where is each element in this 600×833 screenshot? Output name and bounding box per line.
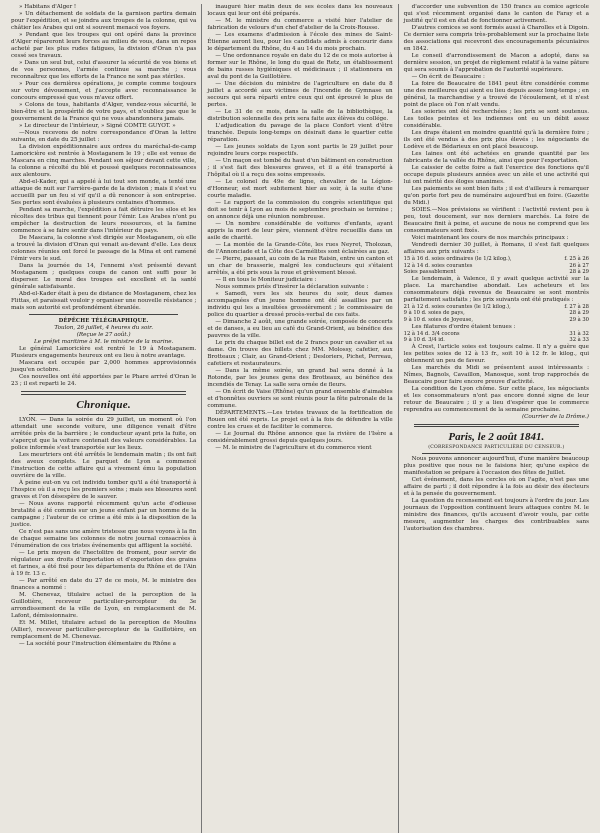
- proclamation-paragraph: » Le directeur de l'intérieur, » Signé COMTE GUYOT. »: [19, 123, 176, 129]
- price-row: [404, 317, 589, 324]
- telegraph-dateline: Toulon, 26 juillet, 4 heures du soir.: [54, 325, 153, 331]
- proclamation-paragraph: » Colons de tous, habitants d'Alger, vendez-vous sécurité, le bien-être et la prospérité de votre pays, et n'oubliez pas que le gouvernement de la France qui ne vous abandonnera jamais.: [11, 102, 197, 122]
- dispatch-paragraph: La division expéditionnaire aux ordres du maréchal-de-camp Lamoricière est rentrée à Mostaganem le 19 ; elle est venue de Mascara en cinq marches. Pendant son séjour devant cette ville, la colonne a récolté du blé et poussé quelques reconnaissances aux alentours.: [11, 144, 197, 178]
- article-paragraph: L'adjudication du pavage de la place Confort vient d'être tranchée. Depuis long-temps on désirait dans le quartier cette réparation.: [207, 123, 393, 143]
- article-paragraph: D'autres comices se sont formés aussi à Charolles et à Digoin. Ce dernier sera compris très-probablement sur la prochaine liste des associations qui recevront des encouragements pécuniaires en 1842.: [403, 25, 589, 52]
- price-value: 31 à 32: [569, 330, 589, 337]
- paris-dateline: Paris, le 2 août 1841.: [448, 431, 545, 444]
- article-paragraph: Vendredi dernier 30 juillet, à Romans, il s'est fait quelques affaires aux prix suivants :: [403, 242, 589, 255]
- price-label: Soies passablement: [403, 269, 456, 276]
- proclamation-paragraph: » Un détachement de soldats de la garnison partira demain pour l'expédition, et se joindra aux troupes de la colonne, qui va châtier les Arabes qui ont si souvent menacé vos foyers.: [11, 11, 197, 31]
- price-value: 28 à 29: [569, 310, 589, 317]
- column-right: [398, 4, 594, 833]
- price-value: 28 à 29: [569, 269, 589, 276]
- oran-dispatch: [11, 144, 196, 312]
- dispatch-paragraph: De Mascara, la colonne s'est dirigée sur Mostaganem, où elle a trouvé la division d'Oran qui venait au-devant d'elle. Les deux colonnes réunies ont forcé le passage de la Mina et ont ramené l'émir vers le sud.: [11, 235, 197, 262]
- article-paragraph: — Un maçon est tombé du haut d'un bâtiment en construction ; il s'est fait des blessures graves, et il a été transporté à l'hôpital où il a reçu des soins empressés.: [207, 158, 393, 178]
- price-label: 12 à 14 d. 3/4 cocons: [403, 330, 460, 337]
- proclamation-paragraph: » Habitans d'Alger !: [19, 4, 77, 10]
- price-label: 15 à 16 d. soies ordinaires (le 1/2 kilog.),: [403, 256, 512, 262]
- article-paragraph: Voici maintenant les cours de nos marchés principaux :: [411, 235, 569, 241]
- column-left: [6, 4, 201, 833]
- chronique-paragraph: Les meurtriers ont été arrêtés le lendemain matin ; ils ont fait des aveux complets. Le parquet de Lyon a commencé l'instruction de cette affaire qui a vivement ému la population ouvrière de la ville.: [11, 451, 197, 479]
- paris-subtitle: (CORRESPONDANCE PARTICULIÈRE DU CENSEUR.): [428, 445, 565, 451]
- article-paragraph: Les paiements se sont bien faits ; il est d'ailleurs à remarquer qu'on porte fort peu de numéraire aujourd'hui en foire. (Gazette du Midi.): [403, 186, 589, 206]
- source-credit: (Courrier de la Drôme.): [521, 413, 589, 420]
- article-paragraph: Le prix du chaque billet est de 2 francs pour un cavalier et sa dame. On trouve des billets chez MM. Molossy, cafetier, aux Brotteaux ; Clair, au Grand-Orient ; Desloriers, Pichet, Perreau, cafetiers et restaurateurs.: [207, 340, 393, 367]
- article-paragraph: La foire de Beaucaire de 1841 peut être considérée comme une des meilleures qui aient eu lieu depuis assez long-temps ; en général, la marchandise y a trouvé de l'écoulement, et il n'est point de place où l'on n'ait vendu.: [403, 81, 589, 108]
- price-row: [404, 263, 589, 270]
- section-divider: [21, 391, 186, 395]
- telegraph-paragraph: Mascara est occupée par 2,000 hommes approvisionnés jusqu'en octobre.: [11, 360, 197, 373]
- price-row: [404, 337, 589, 344]
- proclamation-paragraph: » Pendant que les troupes qui ont opéré dans la province d'Alger répareront leurs forces au milieu de vous, dans un repos acheté par les plus rudes fatigues, la division d'Oran n'a pas cessé ses travaux.: [11, 32, 197, 59]
- chronique-paragraph: — Le prix moyen de l'hectolitre de froment, pour servir de régulateur aux droits d'importation et d'exportation des grains et farines, a été fixé pour les départements du Rhône et de l'Ain à 19 fr. 13 c.: [11, 549, 197, 577]
- article-paragraph: Les laines ont été achetées en grande quantité par les fabricants de la vallée du Rhône, ainsi que pour l'exportation.: [403, 151, 589, 164]
- chronique-paragraph: LYON. — Dans la soirée du 29 juillet, un moment où l'on attendait une seconde voiture, une diligence venait d'être arrêtée près de la barrière ; le conducteur ayant pris la fuite, on s'aperçut que la voiture contenait des valeurs considérables. La police informée s'est transportée sur les lieux.: [11, 416, 197, 451]
- paris-paragraph: Nous pouvons annoncer aujourd'hui, d'une manière beaucoup plus positive que nous ne le faisions hier, qu'une espèce de manifestation se prépare à l'occasion des fêtes de Juillet.: [403, 456, 589, 477]
- telegraph-heading: DÉPÊCHE TÉLÉGRAPHIQUE.: [58, 318, 149, 324]
- dispatch-paragraph: Dans la journée du 14, l'ennemi s'est présenté devant Mostaganem ; quelques coups de canon ont suffi pour le disperser. Le moral des troupes est excellent et la santé générale satisfaisante.: [11, 263, 197, 290]
- article-paragraph: — M. le ministre de l'agriculture et du commerce vient: [215, 445, 372, 451]
- filatures-heading: Les filatures d'ordre étaient tenues :: [411, 323, 516, 330]
- article-paragraph: Les draps étaient en moindre quantité qu'à la dernière foire ; ils ont été vendus à des prix plus élevés ; les négociants de Lodève et de Bédarieux en ont placé beaucoup.: [403, 130, 589, 150]
- price-table-valence: [404, 304, 589, 324]
- article-paragraph: — Le Journal du Rhône annonce que la rivière de l'Isère a considérablement grossi depuis quelques jours.: [207, 431, 393, 444]
- valence-report: [404, 276, 589, 304]
- article-paragraph: La condition de Lyon chôme. Sur cette place, les négociants et les consommateurs n'ont pas encore donné signe de leur retour de Beaucaire ; il y a lieu d'espérer que le commerce reprendra au commencement de la semaine prochaine.: [403, 385, 589, 413]
- article-paragraph: Le caissier de cette foire a fait l'exercice des fonctions qu'il occupe depuis plusieurs années avec un zèle et une activité qui lui ont mérité des éloges unanimes.: [403, 165, 589, 185]
- price-value: 26 à 27: [569, 262, 589, 269]
- article-paragraph: — Il en tous le Moniteur judiciaire :: [215, 277, 317, 283]
- chronique-body: [11, 417, 196, 648]
- article-paragraph: — M. le ministre du commerce a visité hier l'atelier de fabrication de velours d'un chef d'atelier de la Croix-Rousse.: [207, 18, 393, 31]
- telegraph-received: (Reçue le 27 août.): [76, 332, 131, 338]
- section-title: Chronique.: [76, 398, 131, 411]
- price-value: 29 à 30: [569, 316, 589, 323]
- price-label: 9 à 10 d. soies de Joyeuse,: [403, 316, 474, 323]
- telegraph-paragraph: Le général Lamoricière est rentré le 19 à Mostaganem. Plusieurs engagements heureux ont eu lieu à notre avantage.: [11, 346, 197, 359]
- article-paragraph: d'accorder une subvention de 150 francs au comice agricole qui s'est récemment organisé dans le canton de Faray et a justifié qu'il est en état de fonctionner activement.: [403, 4, 589, 24]
- article-paragraph: Les soieries ont été recherchées ; les prix se sont soutenus. Les toiles peintes et les indiennes ont eu un débit assez considérable.: [403, 109, 589, 129]
- chronique-paragraph: Ce n'est pas sans une amère tristesse que nous voyons à la fin de chaque semaine les colonnes de notre journal consacrées à l'énumération de ces tristes événements qui affligent la société.: [11, 528, 197, 549]
- price-value: 32 à 33: [569, 337, 589, 344]
- proclamation-paragraph: » Dans un seul but, celui d'assurer la sécurité de vos biens et de vos personnes, l'armée continue sa marche ; vous reconnaîtrez que les efforts de la France ne sont pas stériles.: [11, 60, 197, 80]
- price-label: 12 à 14 d. soies courantes: [403, 262, 473, 269]
- article-paragraph: — La montée de la Grande-Côte, les rues Neyret, Tholozan, de l'Annonciade et la Côte des Carmélites sont éclairées au gaz.: [207, 242, 393, 255]
- dispatch-paragraph: Abd-el-Kader, qui a appelé à lui tout son monde, a tenté une attaque de nuit sur l'arrière-garde de la division ; mais il s'est vu accueilli par un feu si vif qu'il a dû renoncer à son entreprise. Ses pertes sont évaluées à plusieurs centaines d'hommes.: [11, 179, 197, 206]
- divider: [29, 414, 178, 415]
- chronique-paragraph: M. Chenevaz, titulaire actuel de la perception de la Guillotière, receveur particulier-percepteur du 3e arrondissement de la ville de Lyon, en remplacement de M. Lafont, démissionnaire.: [11, 591, 197, 619]
- paris-paragraph: Cet événement, dans les cercles où on l'agite, n'est pas une affaire de parti ; il doit répondre à la fois au désir des électeurs et à la pensée du gouvernement.: [403, 477, 589, 498]
- column-middle: [201, 4, 397, 833]
- article-paragraph: inauguré hier matin deux de ses écoles dans les nouveaux locaux qui leur ont été préparés.: [207, 4, 393, 17]
- article-paragraph: — Une ordonnance royale en date du 12 de ce mois autorise à former sur le Rhône, le long du quai de Retz, un établissement de bains russes hygiéniques et médicinaux ; il stationnera en aval du pont de la Guillotière.: [207, 53, 393, 80]
- proclamation-paragraph: » Pour ces dernières opérations, je compte comme toujours sur votre dévouement, et j'accepte avec reconnaissance le concours empressé que vous m'avez offert.: [11, 81, 197, 101]
- dispatch-paragraph: Abd-el-Kader était à peu de distance de Mostaganem, chez les Flittas, et paraissait vouloir y organiser une nouvelle résistance ; mais son autorité est profondément ébranlée.: [11, 291, 197, 311]
- price-row: [404, 310, 589, 317]
- chronique-paragraph: — Nous avons rapporté récemment qu'un acte d'odieuse brutalité a été commis sur un jeune enfant par un homme de la campagne ; l'auteur de ce crime a été mis à la disposition de la justice.: [11, 500, 197, 528]
- article-paragraph: Le conseil d'arrondissement de Macon a adopté, dans sa dernière session, un projet de règlement relatif à la vaine pâture qui sera soumis à l'approbation de l'autorité supérieure.: [403, 53, 589, 73]
- paris-paragraph: La question du recensement est toujours à l'ordre du jour. Les journaux de l'opposition continuent leurs attaques contre M. le ministre des finances, qu'ils accusent d'avoir voulu, par cette mesure, augmenter les charges des contribuables sans l'autorisation des chambres.: [403, 498, 589, 533]
- dispatch-paragraph: Pendant sa marche, l'expédition a fait détruire les silos et les récoltes des tribus qui tiennent pour l'émir. Les Arabes n'ont pu empêcher la destruction de leurs ressources, et la famine commence à se faire sentir dans l'intérieur du pays.: [11, 207, 197, 234]
- article-paragraph: — Un nombre considérable de voitures d'enfants, ayant appris la mort de leur père, viennent d'être recueillis dans un asile de charité.: [207, 221, 393, 241]
- price-row: [404, 256, 589, 263]
- article-paragraph: — Pierre, passant, au coin de la rue Raisin, entre un canton et un char de brasserie, malgré les conducteurs qui s'étaient arrêtés, a été pris sous la roue et grièvement blessé.: [207, 256, 393, 276]
- telegraph-from: Le préfet maritime à M. le ministre de la marine.: [34, 339, 174, 345]
- article-paragraph: SOIES.—Nos prévisions se vérifient : l'activité revient peu à peu, tout doucement, sur nos derniers marchés. La foire de Beaucaire finit à peine, et aucune de nous ne comprend que les consommateurs sont fixés.: [403, 207, 589, 234]
- article-paragraph: — Dans la même soirée, un grand bal sera donné à la Rotonde, par les jeunes gens des Brotteaux, au bénéfice des incendiés de Tenay. La salle sera ornée de fleurs.: [207, 368, 393, 388]
- price-table-filatures: [404, 331, 589, 344]
- price-label: 9 à 10 d. 3/4 id.: [403, 337, 445, 344]
- price-value: f. 27 à 28: [564, 303, 589, 310]
- price-table-romans: [404, 256, 589, 276]
- article-paragraph: — Les jeunes soldats de Lyon sont partis le 29 juillet pour rejoindre leurs corps respectifs.: [207, 144, 393, 157]
- price-label: 21 à 12 d. soies courantes (le 1/2 kilog.),: [403, 303, 511, 310]
- price-label: 9 à 10 d. soies de pays,: [403, 310, 465, 317]
- telegraph-paragraph: Ces nouvelles ont été apportées par le Phare arrivé d'Oran le 23 ; il est reparti le 24.: [11, 374, 197, 387]
- divider: [29, 314, 178, 315]
- chronique-paragraph: — Par arrêté en date du 27 de ce mois, M. le ministre des finances a nommé :: [11, 577, 197, 591]
- chronique-paragraph: — La société pour l'instruction élémentaire du Rhône a: [19, 640, 176, 647]
- market-report: [404, 344, 589, 414]
- price-row: [404, 269, 589, 276]
- paris-article: [404, 456, 589, 533]
- article-paragraph: Nous sommes priés d'insérer la déclaration suivante :: [215, 284, 369, 290]
- article-paragraph: — Le colonel du 49e de ligne, chevalier de la Légion-d'Honneur, est mort subitement hier au soir, à la suite d'une courte maladie.: [207, 179, 393, 199]
- telegraph-body: [11, 346, 196, 388]
- middle-articles: [207, 4, 392, 452]
- article-paragraph: À Crest, l'article soies est toujours calme. Il n'y a guère que les petites soies de 12 à 13 fr., soit 10 à 12 fr. le kilog., qui obtiennent un peu de faveur.: [403, 343, 589, 364]
- article-paragraph: — Les examens d'admission à l'école des mines de Saint-Étienne auront lieu, pour les candidats admis à concourir dans le département du Rhône, du 4 au 14 du mois prochain.: [207, 32, 393, 52]
- article-paragraph: DÉPARTEMENTS.—Les tristes travaux de la fortification de Rouen ont été repris. Le projet est à la fois de défendre la ville contre les crues et de faciliter le commerce.: [207, 410, 393, 430]
- divider: [422, 453, 571, 454]
- proclamation: [11, 4, 196, 130]
- right-articles: [404, 4, 589, 256]
- article-paragraph: — Dimanche 2 août, une grande soirée, composée de concerts et de danses, a eu lieu au café du Grand-Orient, au bénéfice des pauvres de la ville.: [207, 319, 393, 339]
- chronique-paragraph: Et M. Millet, titulaire actuel de la perception de Moulins (Allier), receveur particulier-percepteur de la Guillotière, en remplacement de M. Chenevaz.: [11, 619, 197, 640]
- article-paragraph: Le lendemain, à Valence, il y avait quelque activité sur la place. La marchandise abondait. Les acheteurs et les consommateurs déjà revenus de Beaucaire se sont montrés parfaitement satisfaits ; les prix suivants ont été pratiqués :: [403, 275, 589, 303]
- article-paragraph: — On écrit de Beaucaire :: [411, 74, 485, 80]
- article-paragraph: — On écrit de Vaise (Rhône) qu'un grand ensemble d'aimables et d'honnêtes ouvriers se sont réunis pour la fête patronale de la commune.: [207, 389, 393, 409]
- article-paragraph: — Le rapport de la commission du congrès scientifique qui doit se tenir à Lyon au mois de septembre prochain se termine ; on annonce déjà une réunion nombreuse.: [207, 200, 393, 220]
- section-divider: [414, 424, 579, 428]
- article-paragraph: Les marchés du Midi se présentent aussi intéressants : Nîmes, Bagnols, Cavaillon, Manosque, sont trop rapprochés de Beaucaire pour faire encore preuve d'activité.: [403, 364, 589, 385]
- article-paragraph: — Le 31 de ce mois, dans la salle de la bibliothèque, la distribution solennelle des prix sera faite aux élèves du collége.: [207, 109, 393, 122]
- article-paragraph: — Une décision du ministre de l'agriculture en date du 8 juillet a accordé aux victimes de l'incendie de Gymnase un secours qui sera réparti entre ceux qui ont éprouvé le plus de pertes.: [207, 81, 393, 108]
- article-paragraph: « Samedi, vers les six heures du soir, deux dames accompagnées d'un jeune homme ont été assaillies par un individu qui les a insultées grossièrement ; le commissaire de police du quartier a dressé procès-verbal de ces faits.: [207, 291, 393, 318]
- chronique-paragraph: À peine eut-on vu cet individu tomber qu'il a été transporté à l'hospice où il a reçu les premiers soins ; mais ses blessures sont graves et l'on désespère de le sauver.: [11, 479, 197, 500]
- dispatch-intro: —Nous recevons de notre correspondance d'Oran la lettre suivante, en date du 25 juillet :: [11, 130, 197, 143]
- price-value: f. 25 à 26: [564, 256, 589, 262]
